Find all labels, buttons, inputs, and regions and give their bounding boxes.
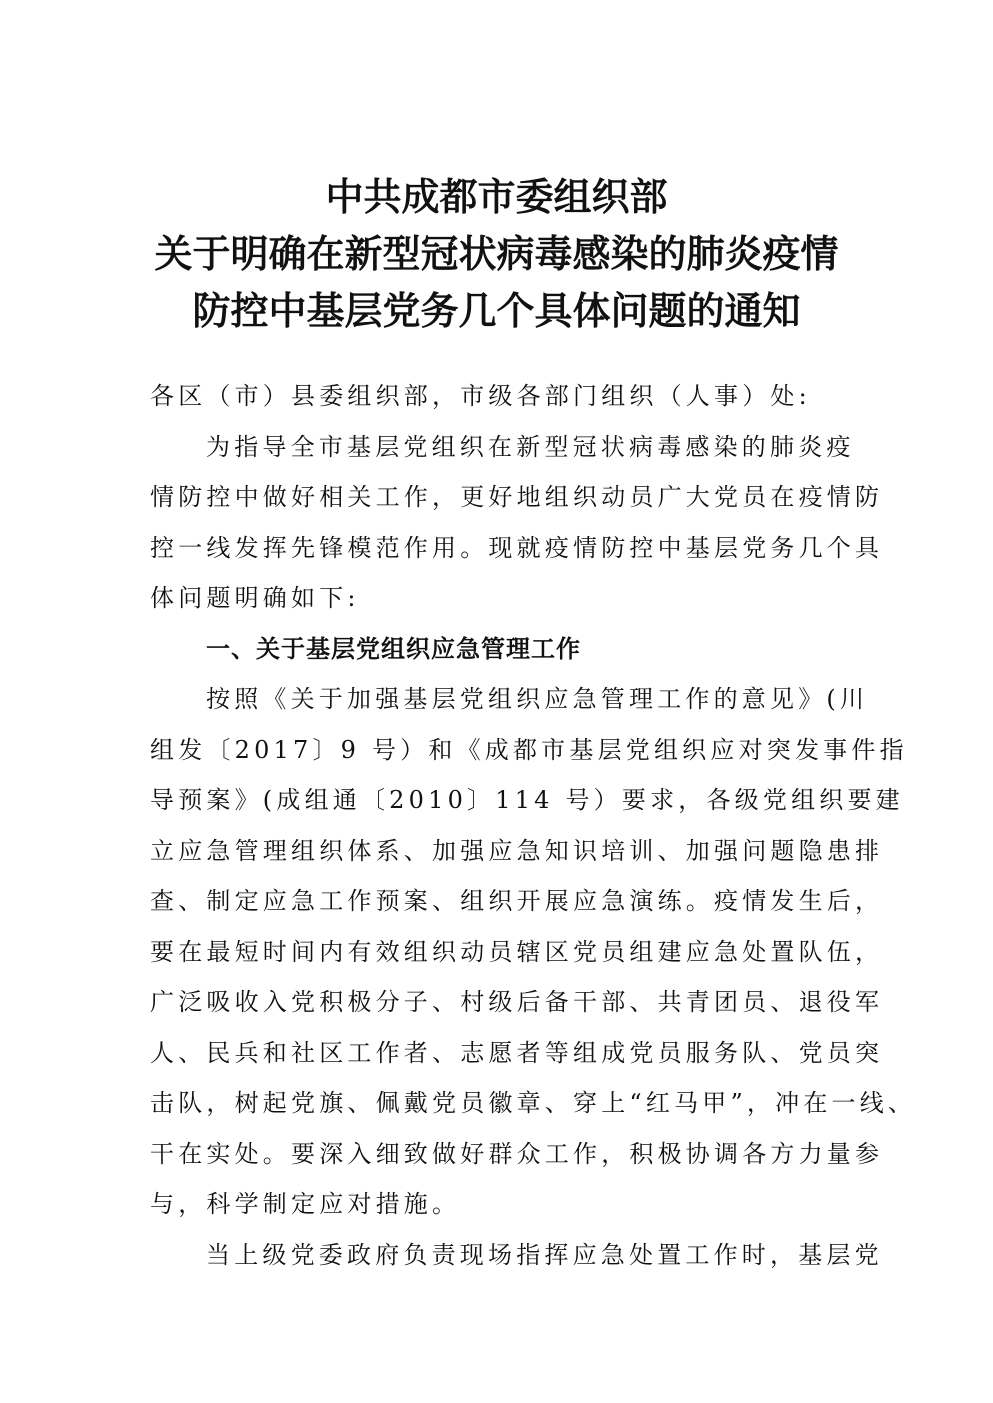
intro-paragraph xyxy=(150,422,884,624)
title-line-3: 防控中基层党务几个具体问题的通知 xyxy=(192,288,801,333)
title-line-2: 关于明确在新型冠状病毒感染的肺炎疫情 xyxy=(154,231,839,276)
paragraph-line: 与，科学制定应对措施。 xyxy=(150,1190,461,1218)
paragraph-line: 击队，树起党旗、佩戴党员徽章、穿上“红马甲”，冲在一线、 xyxy=(150,1089,917,1117)
document-title xyxy=(0,168,993,339)
paragraph-line: 为指导全市基层党组织在新型冠状病毒感染的肺炎疫 xyxy=(206,432,855,461)
paragraph-line: 体问题明确如下: xyxy=(150,584,360,612)
paragraph-line: 控一线发挥先锋模范作用。现就疫情防控中基层党务几个具 xyxy=(150,533,884,562)
paragraph-line: 按照《关于加强基层党组织应急管理工作的意见》(川 xyxy=(206,685,869,713)
paragraph-line: 查、制定应急工作预案、组织开展应急演练。疫情发生后， xyxy=(150,887,884,915)
title-line-1: 中共成都市委组织部 xyxy=(325,174,668,219)
section-heading: 一、关于基层党组织应急管理工作 xyxy=(206,634,581,663)
paragraph-line: 干在实处。要深入细致做好群众工作，积极协调各方力量参 xyxy=(150,1139,884,1168)
paragraph-line: 组发〔2017〕9 号）和《成都市基层党组织应对突发事件指 xyxy=(150,735,908,764)
second-paragraph xyxy=(150,1230,883,1281)
paragraph-line: 立应急管理组织体系、加强应急知识培训、加强问题隐患排 xyxy=(150,836,884,865)
paragraph-line: 人、民兵和社区工作者、志愿者等组成党员服务队、党员突 xyxy=(150,1038,884,1067)
paragraph-line: 当上级党委政府负责现场指挥应急处置工作时，基层党 xyxy=(206,1240,883,1269)
salutation: 各区（市）县委组织部，市级各部门组织（人事）处: xyxy=(150,382,811,410)
paragraph-line: 情防控中做好相关工作，更好地组织动员广大党员在疫情防 xyxy=(150,483,884,511)
paragraph-line: 广泛吸收入党积极分子、村级后备干部、共青团员、退役军 xyxy=(150,988,884,1016)
paragraph-line: 要在最短时间内有效组织动员辖区党员组建应急处置队伍， xyxy=(150,937,884,966)
paragraph-line: 导预案》(成组通〔2010〕114 号）要求，各级党组织要建 xyxy=(150,786,904,814)
document-body xyxy=(150,371,917,1280)
section1-paragraph xyxy=(150,674,917,1230)
